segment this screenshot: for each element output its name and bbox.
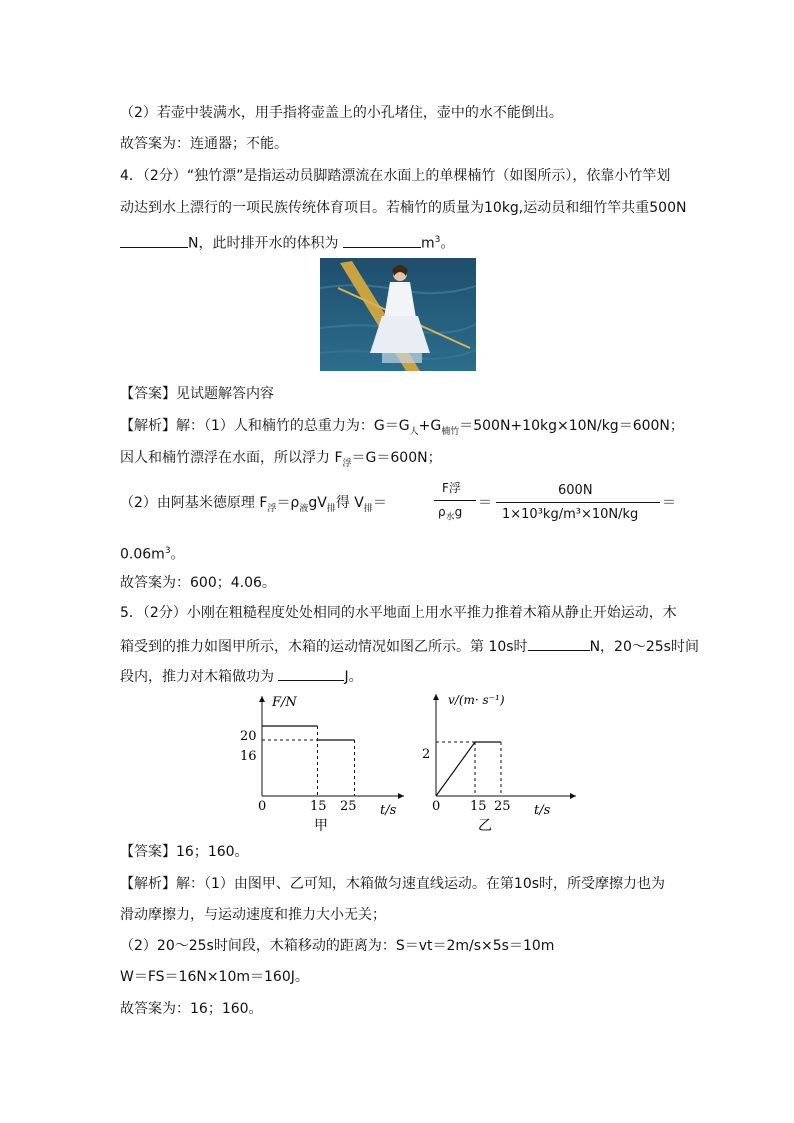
equals-sign-2: ＝	[662, 495, 676, 511]
q4-line3: N，此时排开水的体积为 $m^3$。	[120, 231, 454, 253]
fraction-1-denominator: $\rho_水g$	[438, 505, 463, 523]
x-axis-label: t/s	[534, 803, 551, 818]
y-axis-label: v/(m· s⁻¹)	[448, 693, 505, 707]
x-tick-label: 15	[470, 799, 487, 814]
q4-analysis3: （2）由阿基米德原理 $F_浮=\rho_液gV_排$得 $V_排=$	[120, 495, 387, 514]
force-time-graph	[232, 690, 412, 840]
fraction-2-numerator: 600N	[558, 483, 593, 498]
q3-answer: 故答案为：连通器；不能。	[120, 136, 288, 152]
q4-result: $0.06m^3$。	[120, 546, 185, 563]
q4-answer-tag: 【答案】见试题解答内容	[120, 386, 274, 402]
x-axis-label: t/s	[380, 803, 397, 818]
fraction-2-bar	[496, 502, 660, 503]
chart-caption: 甲	[314, 818, 328, 834]
q4-line1: 4．（2分）“独竹漂”是指运动员脚踏漂流在水面上的单棵楠竹（如图所示），依靠小竹竿划	[120, 168, 671, 184]
q4-final-answer: 故答案为：600；4.06。	[120, 575, 276, 591]
answer-blank[interactable]	[343, 233, 421, 248]
y-axis-label: F/N	[272, 695, 297, 710]
q5-final-answer: 故答案为：16；160。	[120, 1001, 263, 1017]
answer-blank[interactable]	[120, 233, 188, 248]
q5-line3: 段内，推力对木箱做功为 J。	[120, 666, 363, 686]
fraction-1-bar	[434, 500, 476, 501]
x-tick-label: 25	[494, 799, 511, 814]
y-tick-label: 16	[240, 749, 257, 764]
equals-sign: ＝	[478, 495, 492, 511]
q5-analysis4: W＝FS＝16N×10m＝160J。	[120, 969, 309, 985]
data-segment	[436, 742, 475, 796]
answer-blank[interactable]	[528, 636, 590, 651]
x-tick-label: 0	[258, 799, 267, 814]
fraction-2-denominator: 1×10³kg/m³×10N/kg	[502, 507, 639, 522]
x-tick-label: 25	[340, 799, 357, 814]
q4-analysis1: 【解析】解：（1）人和楠竹的总重力为：$G=G_人+G_{楠竹}=500N+10kg\times 10N/kg=600N$；	[120, 418, 684, 437]
bamboo-rafting-photo	[320, 258, 476, 371]
velocity-time-graph	[406, 690, 586, 840]
q5-line1: 5．（2分）小刚在粗糙程度处处相同的水平地面上用水平推力推着木箱从静止开始运动，木	[120, 605, 677, 621]
chart-caption: 乙	[478, 818, 492, 834]
q5-answer-tag: 【答案】16；160。	[120, 844, 249, 860]
q5-analysis1: 【解析】解：（1）由图甲、乙可知，木箱做匀速直线运动。在第10s时，所受摩擦力也为	[120, 876, 666, 892]
q3-part2: （2）若壶中装满水，用手指将壶盖上的小孔堵住，壶中的水不能倒出。	[120, 105, 563, 121]
q4-analysis2: 因人和楠竹漂浮在水面，所以浮力 $F_浮=G=600N$；	[120, 450, 442, 469]
y-tick-label: 2	[422, 747, 431, 762]
answer-blank[interactable]	[278, 666, 344, 681]
fraction-1-numerator: F浮	[442, 481, 461, 495]
x-tick-label: 15	[310, 799, 327, 814]
y-tick-label: 20	[240, 729, 257, 744]
x-tick-label: 0	[432, 799, 441, 814]
q5-analysis3: （2）20～25s时间段，木箱移动的距离为：S＝vt＝2m/s×5s＝10m	[120, 938, 555, 954]
q5-line2: 箱受到的推力如图甲所示，木箱的运动情况如图乙所示。第 10s时 N，20～25s时间	[120, 636, 699, 656]
q4-line2: 动达到水上漂行的一项民族传统体育项目。若楠竹的质量为10kg,运动员和细竹竿共重500N	[120, 200, 687, 216]
q5-analysis2: 滑动摩擦力，与运动速度和推力大小无关；	[120, 907, 386, 923]
